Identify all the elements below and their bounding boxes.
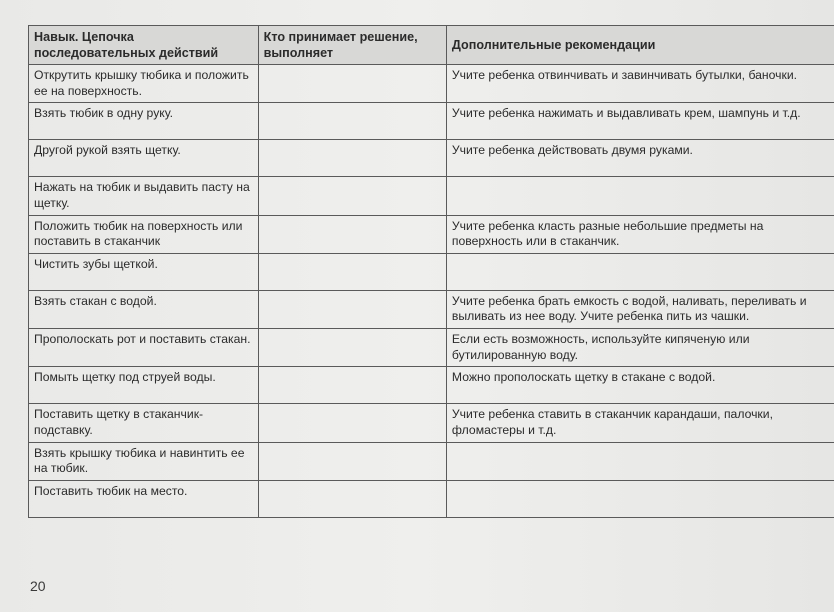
cell-decision-maker (258, 103, 446, 140)
table-row (29, 140, 834, 177)
header-decision-maker: Кто принимает решение, выполняет (258, 26, 446, 65)
cell-skill: Взять тюбик в одну руку. (29, 103, 259, 140)
table-row (29, 253, 834, 290)
cell-skill: Взять стакан с водой. (29, 290, 259, 328)
cell-skill: Другой рукой взять щетку. (29, 140, 259, 177)
cell-recommendation (446, 177, 834, 215)
table-row (29, 103, 834, 140)
cell-recommendation: Если есть возможность, используйте кипяченую или бутилированную воду. (446, 329, 834, 367)
header-skill: Навык. Цепочка последовательных действий (29, 26, 259, 65)
cell-recommendation (446, 442, 834, 480)
cell-recommendation: Учите ребенка ставить в стаканчик карандаши, палочки, фломастеры и т.д. (446, 404, 834, 442)
cell-recommendation: Можно прополоскать щетку в стакане с водой. (446, 367, 834, 404)
table-row (29, 480, 834, 517)
cell-skill: Прополоскать рот и поставить стакан. (29, 329, 259, 367)
cell-recommendation: Учите ребенка брать емкость с водой, наливать, переливать и выливать из нее воду. Учите ребенка пить из чашки. (446, 290, 834, 328)
cell-decision-maker (258, 215, 446, 253)
skills-table (28, 25, 834, 518)
table-row (29, 404, 834, 442)
table-row (29, 290, 834, 328)
cell-decision-maker (258, 442, 446, 480)
page-number: 20 (30, 578, 46, 594)
cell-decision-maker (258, 290, 446, 328)
cell-decision-maker (258, 367, 446, 404)
table-row (29, 367, 834, 404)
cell-skill: Поставить щетку в стаканчик-подставку. (29, 404, 259, 442)
cell-decision-maker (258, 65, 446, 103)
cell-skill: Помыть щетку под струей воды. (29, 367, 259, 404)
cell-decision-maker (258, 404, 446, 442)
cell-skill: Положить тюбик на поверхность или поставить в стаканчик (29, 215, 259, 253)
table-header-row (29, 26, 834, 65)
cell-skill: Открутить крышку тюбика и положить ее на поверхность. (29, 65, 259, 103)
table-row (29, 442, 834, 480)
cell-recommendation: Учите ребенка нажимать и выдавливать крем, шампунь и т.д. (446, 103, 834, 140)
cell-decision-maker (258, 329, 446, 367)
cell-skill: Взять крышку тюбика и навинтить ее на тюбик. (29, 442, 259, 480)
table-row (29, 177, 834, 215)
table-row (29, 215, 834, 253)
table-row (29, 329, 834, 367)
cell-skill: Чистить зубы щеткой. (29, 253, 259, 290)
cell-recommendation (446, 480, 834, 517)
cell-skill: Поставить тюбик на место. (29, 480, 259, 517)
table-row (29, 65, 834, 103)
cell-decision-maker (258, 177, 446, 215)
cell-decision-maker (258, 480, 446, 517)
cell-skill: Нажать на тюбик и выдавить пасту на щетку. (29, 177, 259, 215)
cell-decision-maker (258, 253, 446, 290)
cell-recommendation (446, 253, 834, 290)
cell-decision-maker (258, 140, 446, 177)
cell-recommendation: Учите ребенка отвинчивать и завинчивать бутылки, баночки. (446, 65, 834, 103)
header-recommendations: Дополнительные рекомендации (446, 26, 834, 65)
cell-recommendation: Учите ребенка класть разные небольшие предметы на поверхность или в стаканчик. (446, 215, 834, 253)
cell-recommendation: Учите ребенка действовать двумя руками. (446, 140, 834, 177)
